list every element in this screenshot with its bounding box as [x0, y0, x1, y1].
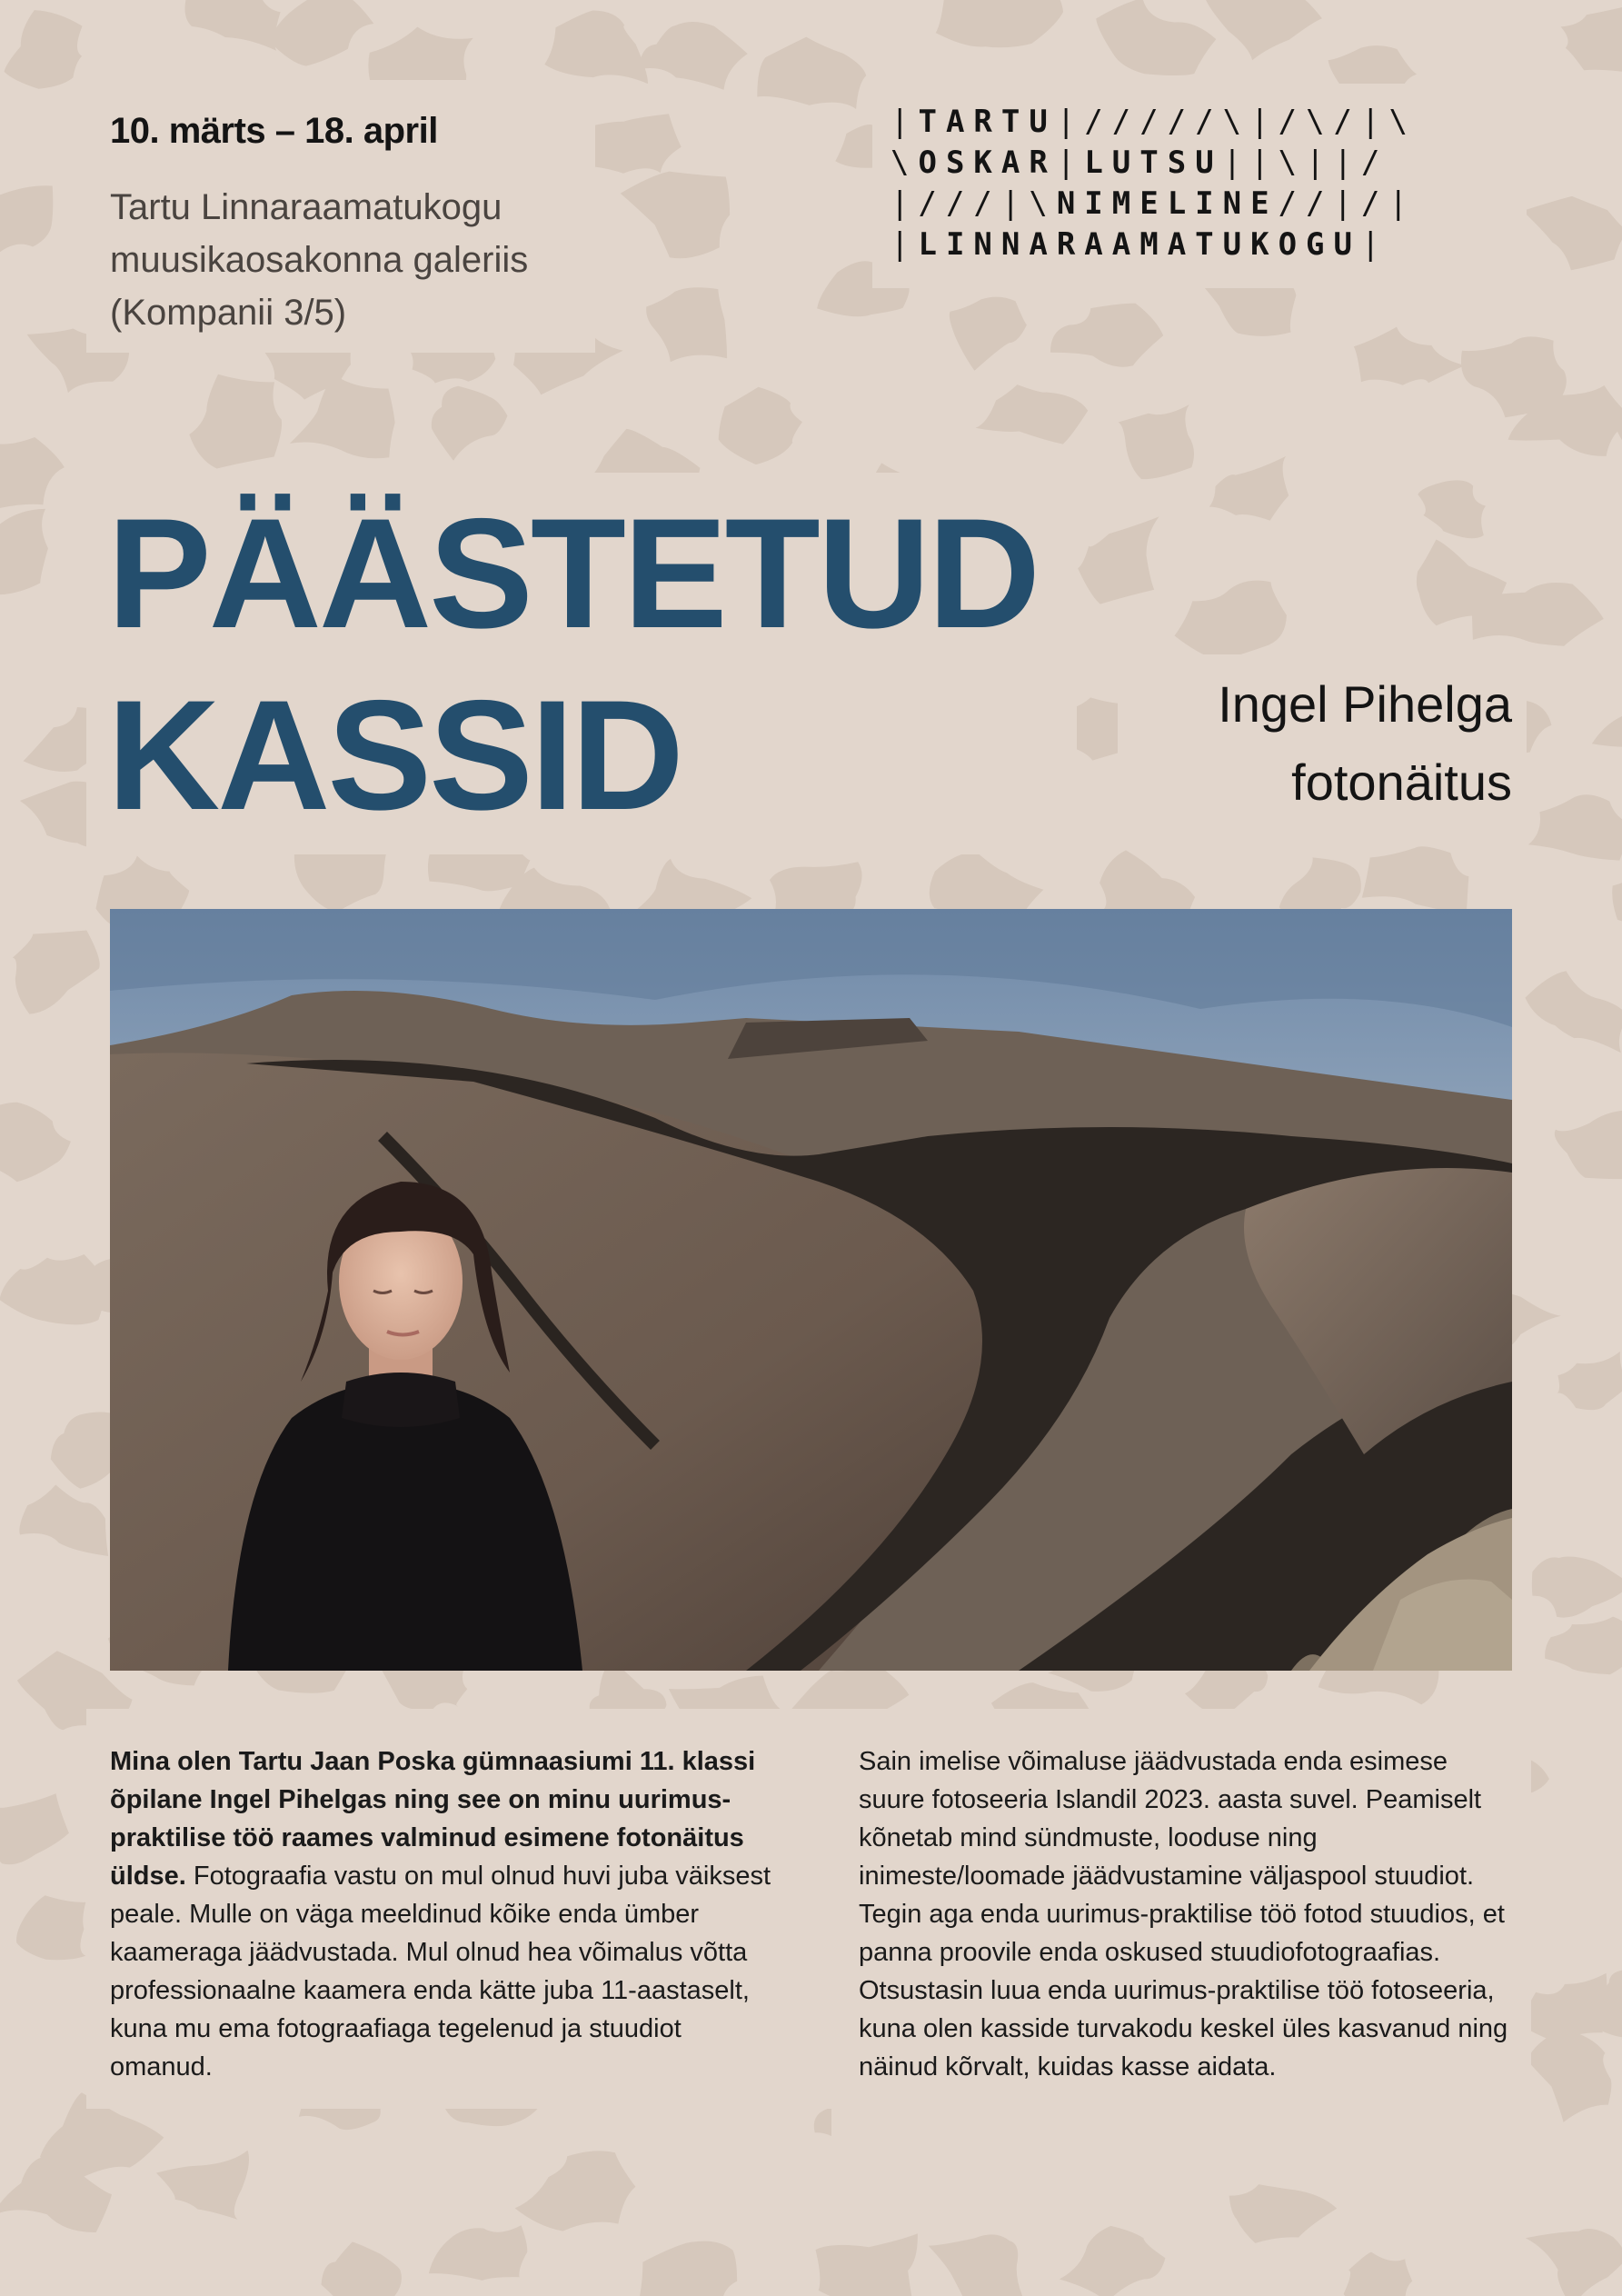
logo-row-4: |LINNARAAMATUKOGU| — [891, 226, 1389, 263]
intro-column-left — [110, 1742, 778, 2086]
leopard-spot — [544, 11, 648, 85]
leopard-spot — [1060, 2226, 1166, 2296]
leopard-spot — [13, 931, 100, 1014]
exhibition-dates: 10. märts – 18. april — [110, 111, 438, 151]
leopard-spot — [639, 22, 747, 90]
leopard-spot — [1592, 688, 1622, 747]
venue-line-3: (Kompanii 3/5) — [110, 293, 347, 333]
leopard-spot — [1209, 456, 1289, 521]
leopard-spot — [1119, 404, 1194, 479]
leopard-spot — [1612, 864, 1622, 935]
intro-bold-lead: Mina olen Tartu Jaan Poska gümnaasiumi 11. klassi õpilane Ingel Pihelgas ning see on minu uurimus-praktilise töö raames valminud esimene fotonäitus üldse. — [110, 1747, 756, 1891]
leopard-spot — [1525, 971, 1622, 1053]
exhibition-photo — [110, 909, 1512, 1671]
logo-row-2: \OSKAR|LUTSU||\||/ — [891, 145, 1389, 181]
leopard-spot — [639, 2241, 737, 2296]
venue-line-1: Tartu Linnaraamatukogu — [110, 187, 503, 227]
logo-row-3: |///|\NIMELINE//|/| — [891, 185, 1417, 222]
leopard-spot — [1205, 0, 1322, 60]
leopard-spot — [1050, 304, 1163, 367]
leopard-spot — [322, 2242, 402, 2296]
leopard-spot — [184, 0, 280, 51]
artist-name: Ingel Pihelga — [1218, 675, 1512, 733]
leopard-spot — [1354, 327, 1466, 385]
leopard-spot — [382, 1665, 468, 1711]
leopard-spot — [936, 0, 1063, 47]
leopard-spot — [19, 1485, 108, 1557]
leopard-spot — [1555, 1110, 1622, 1179]
leopard-spot — [1557, 1352, 1622, 1410]
leopard-spot — [1523, 196, 1622, 270]
leopard-spot — [0, 509, 48, 594]
leopard-spot — [719, 387, 802, 464]
leopard-spot — [1344, 2252, 1413, 2296]
leopard-spot — [621, 172, 730, 259]
leopard-spot — [0, 1793, 69, 1864]
leopard-spot — [976, 384, 1089, 444]
leopard-spot — [1096, 0, 1216, 75]
leopard-spot — [1229, 2184, 1338, 2243]
leopard-spot — [1526, 2229, 1622, 2296]
leopard-spot — [0, 185, 53, 252]
leopard-spot — [0, 437, 65, 511]
exhibition-title-line-2: KASSID — [107, 668, 682, 843]
exhibition-title-line-1: PÄÄSTETUD — [107, 486, 1039, 661]
leopard-spot — [950, 297, 1027, 371]
venue-line-2: muusikaosakonna galeriis — [110, 240, 529, 280]
leopard-spot — [0, 1103, 71, 1183]
leopard-spot — [1561, 5, 1622, 74]
leopard-spot — [1078, 516, 1159, 604]
leopard-spot — [432, 386, 508, 461]
leopard-spot — [1362, 846, 1469, 913]
leopard-spot — [1418, 480, 1486, 538]
intro-regular-text: Fotograafia vastu on mul olnud huvi juba väiksest peale. Mulle on väga meeldinud kõike enda ümber kaameraga jäädvustada. Mul olnud hea võimalus võtta professionaalne kaamera enda kätte juba 11-aastaselt, kuna mu ema fotograafiaga tegelenud ja stuudiot omanud. — [110, 1862, 771, 2081]
leopard-spot — [646, 287, 727, 362]
leopard-spot — [5, 10, 83, 89]
leopard-spot — [1545, 1617, 1622, 1675]
leopard-spot — [1175, 581, 1287, 662]
library-logo — [891, 102, 1417, 265]
leopard-spot — [1528, 794, 1622, 860]
leopard-spot — [269, 0, 373, 66]
leopard-spot — [929, 2234, 1025, 2296]
exhibition-type: fotonäitus — [1291, 754, 1512, 811]
leopard-spot — [156, 2151, 249, 2220]
leopard-spot — [189, 374, 282, 469]
leopard-spot — [1532, 1556, 1622, 1617]
intro-column-right: Sain imelise võimaluse jäädvustada enda esimese suure fotoseeria Islandil 2023. aasta suvel. Peamiselt kõnetab mind sündmuste, looduse ning inimeste/loomade jäädvustamine väljaspool stuudiot. Tegin aga enda uurimus-praktilise töö fotod stuudios, et panna proovile enda oskused stuudiofotograafias. Otsustasin luua enda uurimus-praktilise töö fotoseeria, kuna olen kasside turvakodu keskel üles kasvanud ning näinud kõrvalt, kuidas kasse aidata. — [859, 1747, 1508, 2081]
leopard-spot — [1527, 2029, 1612, 2122]
leopard-spot — [757, 37, 866, 109]
logo-row-1: |TARTU|/////\|/\/|\ — [891, 104, 1417, 140]
leopard-spot — [515, 2151, 636, 2231]
leopard-spot — [16, 1895, 85, 1960]
leopard-spot — [429, 2225, 528, 2281]
leopard-spot — [816, 2233, 918, 2296]
